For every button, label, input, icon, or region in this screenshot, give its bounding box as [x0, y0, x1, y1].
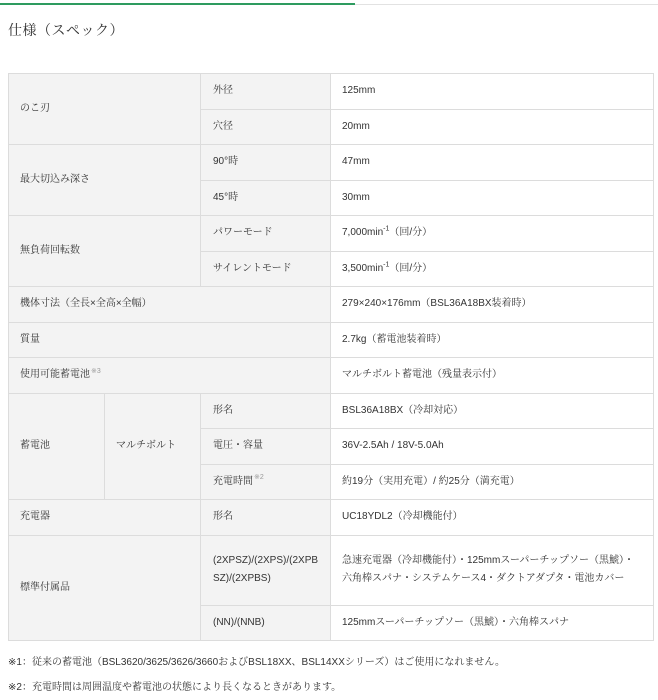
table-row	[9, 216, 654, 252]
row-value: 30mm	[331, 180, 654, 216]
row-sublabel: 45°時	[201, 180, 331, 216]
row-value: 279×240×176mm（BSL36A18BX装着時）	[331, 287, 654, 323]
row-sublabel: 形名	[201, 393, 331, 429]
row-value: 約19分（実用充電）/ 約25分（満充電）	[331, 464, 654, 500]
row-sublabel: 90°時	[201, 145, 331, 181]
row-value: 20mm	[331, 109, 654, 145]
row-label-no-load-speed: 無負荷回転数	[9, 216, 201, 287]
row-value: 125mmスーパーチップソー（黒鯱）・六角棒スパナ	[331, 605, 654, 641]
model-code-line: (2XPSZ)/(2XPS)/(2XPB	[213, 555, 319, 566]
table-row	[9, 322, 654, 358]
footnote-marker: ※2	[254, 474, 264, 482]
row-value: BSL36A18BX（冷却対応）	[331, 393, 654, 429]
footnote-1: ※1：従来の蓄電池（BSL3620/3625/3626/3660およびBSL18XX、BSL14XXシリーズ）はご使用になれません。	[8, 657, 505, 668]
row-value	[331, 216, 654, 252]
table-row	[9, 358, 654, 394]
row-value: 36V-2.5Ah / 18V-5.0Ah	[331, 429, 654, 465]
row-sublabel: サイレントモード	[201, 251, 331, 287]
table-row	[9, 145, 654, 181]
row-sublabel	[201, 535, 331, 605]
row-sublabel: 穴径	[201, 109, 331, 145]
speed-unit: （回/分）	[389, 262, 433, 274]
footnote-2: ※2：充電時間は周囲温度や蓄電池の状態により長くなるときがあります。	[8, 682, 342, 693]
table-row	[9, 287, 654, 323]
row-sublabel: 電圧・容量	[201, 429, 331, 465]
speed-value: 3,500min	[342, 262, 384, 274]
table-row	[9, 393, 654, 429]
section-top-rule	[0, 4, 658, 5]
row-label-compatible-battery	[9, 358, 331, 394]
table-row	[9, 500, 654, 536]
row-label-battery: 蓄電池	[9, 393, 105, 500]
page-title: 仕様（スペック）	[8, 22, 124, 38]
row-label-accessories: 標準付属品	[9, 535, 201, 641]
table-row	[9, 74, 654, 110]
row-sublabel: 外径	[201, 74, 331, 110]
row-value	[331, 251, 654, 287]
speed-value: 7,000min	[342, 227, 384, 239]
row-label-battery-type: マルチボルト	[105, 393, 201, 500]
row-value: 2.7kg（蓄電池装着時）	[331, 322, 654, 358]
spec-table	[8, 73, 654, 641]
row-value: UC18YDL2（冷却機能付）	[331, 500, 654, 536]
unit-superscript: -1	[383, 261, 390, 269]
model-code-line: (NN)/(NNB)	[213, 616, 265, 628]
row-label-max-cut-depth: 最大切込み深さ	[9, 145, 201, 216]
row-sublabel	[201, 464, 331, 500]
row-sublabel: 形名	[201, 500, 331, 536]
row-value: 125mm	[331, 74, 654, 110]
speed-unit: （回/分）	[389, 227, 433, 239]
footnote-marker: ※3	[91, 367, 101, 375]
row-sublabel	[201, 605, 331, 641]
row-sublabel: パワーモード	[201, 216, 331, 252]
table-row	[9, 535, 654, 605]
label-text: 充電時間	[213, 475, 253, 487]
model-code-line: SZ)/(2XPBS)	[213, 573, 271, 584]
row-label-charger: 充電器	[9, 500, 201, 536]
row-label-weight: 質量	[9, 322, 331, 358]
row-value: マルチボルト蓄電池（残量表示付）	[331, 358, 654, 394]
row-value: 47mm	[331, 145, 654, 181]
unit-superscript: -1	[383, 225, 390, 233]
row-value: 急速充電器（冷却機能付）・125mmスーパーチップソー（黒鯱）・六角棒スパナ・システムケース4・ダクトアダプタ・電池カバー	[331, 535, 654, 605]
section-top-rule-accent	[0, 3, 355, 5]
label-text: 使用可能蓄電池	[20, 369, 90, 381]
row-label-blade: のこ刃	[9, 74, 201, 145]
row-label-dimensions: 機体寸法（全長×全高×全幅）	[9, 287, 331, 323]
